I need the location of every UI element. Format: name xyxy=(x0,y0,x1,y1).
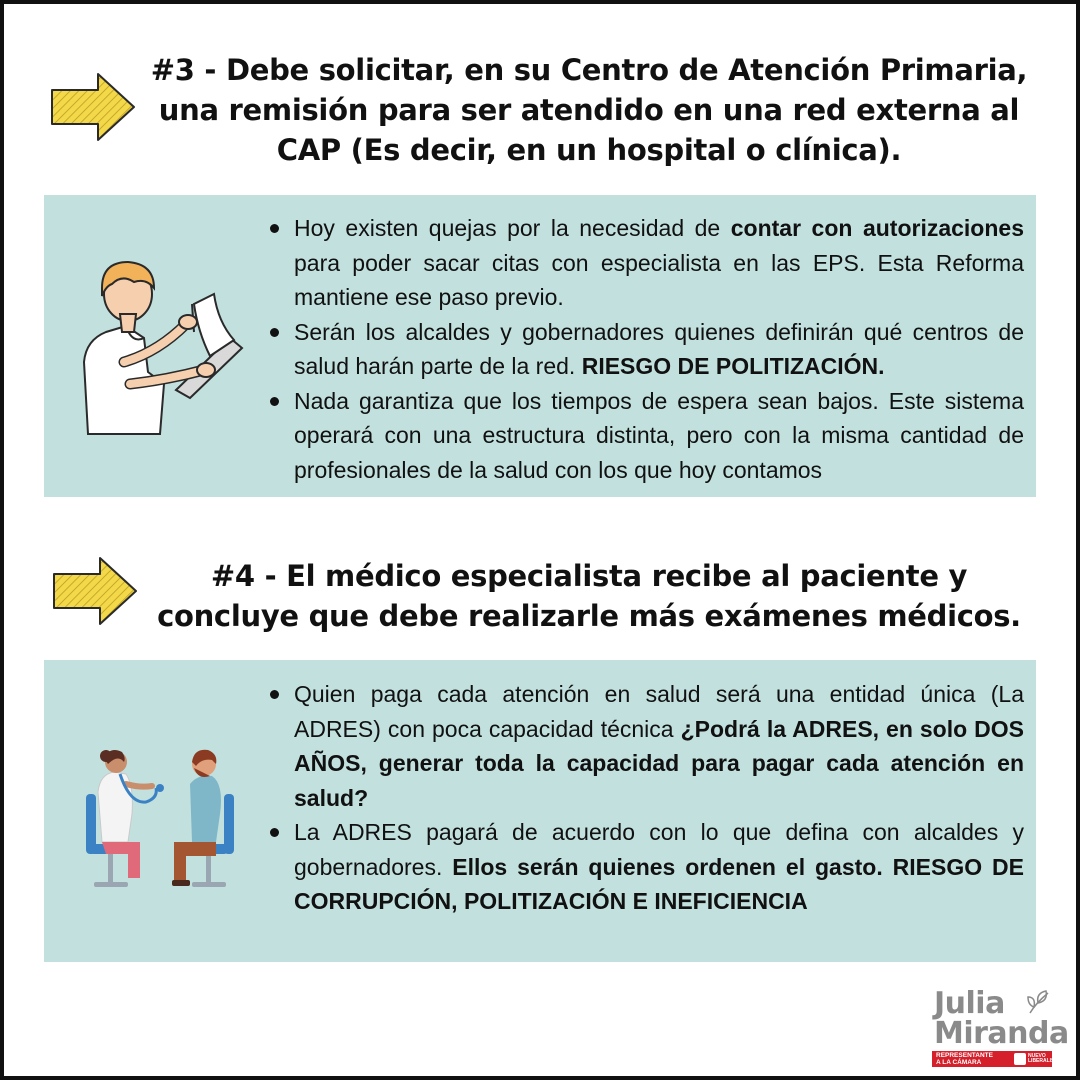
bullet-text: para poder sacar citas con especialista en las EPS. Esta Reforma mantiene ese paso previo. xyxy=(294,249,1024,310)
logo-tagline-bar xyxy=(932,1051,1063,1067)
arrow-right-icon xyxy=(48,70,138,144)
brand-logo xyxy=(932,986,1069,1069)
section3-bullet-list xyxy=(294,211,1024,487)
doctor-reading-illustration xyxy=(68,252,258,442)
bullet-dot xyxy=(270,397,279,406)
party-badge-text xyxy=(1028,1054,1062,1064)
section4-heading: #4 - El médico especialista recibe al paciente y concluye que debe realizarle más exámenes médicos. xyxy=(157,559,1021,633)
doctor-patient-illustration xyxy=(80,744,240,894)
party-badge-line2: LIBERALISMO xyxy=(1028,1058,1063,1064)
party-badge-line1: NUEVO xyxy=(1028,1053,1046,1059)
bullet-emphasis: RIESGO DE POLITIZACIÓN. xyxy=(581,353,885,379)
bullet-text: Nada garantiza que los tiempos de espera sean bajos. Este sistema operará con una estructura distinta, pero con la misma cantidad de profesionales de la salud con los que hoy contamos xyxy=(294,387,1024,483)
logo-tagline xyxy=(936,1052,993,1066)
logo-name-last: Miranda xyxy=(934,1016,1069,1051)
logo-tagline-line1: REPRESENTANTE xyxy=(936,1052,993,1059)
list-item xyxy=(294,384,1024,488)
list-item xyxy=(294,211,1024,315)
bullet-emphasis: contar con autorizaciones xyxy=(730,215,1024,241)
bullet-text: Hoy existen quejas por la necesidad de xyxy=(294,215,731,241)
bullet-dot xyxy=(270,224,279,233)
bullet-dot xyxy=(270,828,279,837)
leaf-icon xyxy=(1026,989,1052,1015)
bullet-dot xyxy=(270,690,279,699)
logo-name-first: Julia xyxy=(934,986,1005,1021)
bullet-text: Quien paga cada atención en salud será una entidad única (La ADRES) con poca capacidad técnica xyxy=(294,681,1024,742)
section3-heading: #3 - Debe solicitar, en su Centro de Atención Primaria, una remisión para ser atendido en una red externa al CAP (Es decir, en un hospital o clínica). xyxy=(150,53,1028,167)
bullet-emphasis: Ellos serán quienes ordenen el gasto. RIESGO DE CORRUPCIÓN, POLITIZACIÓN E INEFICIENCIA xyxy=(294,853,1024,914)
bullet-text: La ADRES pagará de acuerdo con lo que defina con alcaldes y gobernadores. xyxy=(294,819,1024,880)
party-badge-icon xyxy=(1014,1053,1026,1065)
list-item xyxy=(294,815,1024,919)
bullet-dot xyxy=(270,328,279,337)
arrow-right-icon xyxy=(50,554,140,628)
bullet-text: Serán los alcaldes y gobernadores quienes definirán qué centros de salud harán parte de la red. xyxy=(294,318,1024,379)
list-item xyxy=(294,315,1024,384)
section4-bullet-list xyxy=(294,677,1024,919)
logo-tagline-line2: A LA CÁMARA xyxy=(936,1059,982,1066)
list-item xyxy=(294,677,1024,815)
bullet-emphasis: ¿Podrá la ADRES, en solo DOS AÑOS, generar toda la capacidad para pagar cada atención en salud? xyxy=(294,715,1025,811)
